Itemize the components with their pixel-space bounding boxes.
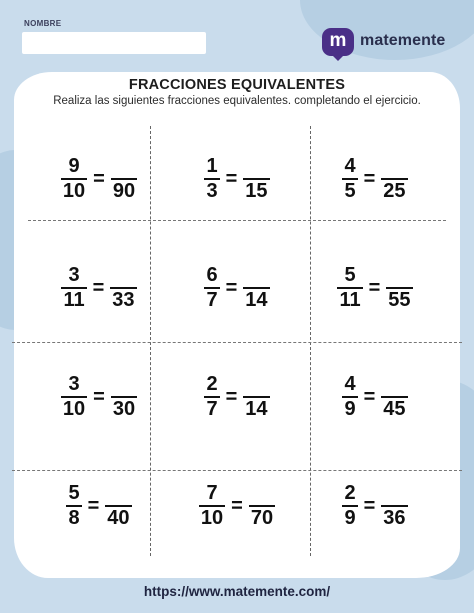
answer-blank[interactable] <box>381 156 407 178</box>
exercise-cell <box>306 124 444 233</box>
target-denominator: 30 <box>112 397 136 420</box>
target-denominator: 14 <box>245 288 268 311</box>
answer-blank[interactable] <box>243 265 269 287</box>
exercise-cell <box>168 233 306 342</box>
worksheet-instructions: Realiza las siguientes fracciones equivalentes. completando el ejercicio. <box>53 95 421 107</box>
answer-fraction <box>243 374 269 420</box>
denominator: 10 <box>62 179 86 202</box>
target-denominator: 70 <box>250 506 274 529</box>
exercise-cell <box>30 233 168 342</box>
numerator: 5 <box>344 263 356 286</box>
answer-fraction <box>105 483 131 529</box>
fraction-equation <box>204 374 269 420</box>
worksheet-title: FRACCIONES EQUIVALENTES <box>128 77 346 93</box>
numerator: 1 <box>206 154 218 177</box>
answer-fraction <box>381 483 407 529</box>
denominator: 11 <box>339 288 361 311</box>
equals-sign: = <box>363 167 376 190</box>
denominator: 5 <box>344 179 356 202</box>
given-fraction <box>61 156 87 202</box>
name-field[interactable] <box>22 32 206 54</box>
target-denominator: 90 <box>112 179 136 202</box>
equals-sign: = <box>87 494 100 517</box>
answer-fraction <box>243 265 269 311</box>
fraction-equation <box>342 374 407 420</box>
exercise-cell <box>306 451 444 560</box>
exercise-cell <box>30 342 168 451</box>
given-fraction <box>204 265 219 311</box>
given-fraction <box>204 374 219 420</box>
exercise-grid <box>30 124 444 560</box>
equals-sign: = <box>225 167 238 190</box>
denominator: 10 <box>62 397 86 420</box>
denominator: 9 <box>344 397 356 420</box>
equals-sign: = <box>93 385 105 408</box>
target-denominator: 33 <box>112 288 135 311</box>
fraction-equation <box>204 265 269 311</box>
answer-fraction <box>381 156 407 202</box>
given-fraction <box>342 374 357 420</box>
answer-blank[interactable] <box>110 265 136 287</box>
target-denominator: 45 <box>383 397 406 420</box>
fraction-equation <box>66 483 131 529</box>
answer-fraction <box>111 156 137 202</box>
answer-fraction <box>111 374 137 420</box>
fraction-equation <box>61 374 137 420</box>
equals-sign: = <box>368 276 381 299</box>
numerator: 4 <box>344 154 356 177</box>
fraction-equation <box>337 265 412 311</box>
exercise-cell <box>168 451 306 560</box>
numerator: 2 <box>206 372 218 395</box>
answer-blank[interactable] <box>249 483 275 505</box>
equals-sign: = <box>363 385 376 408</box>
exercise-cell <box>306 342 444 451</box>
answer-fraction <box>110 265 136 311</box>
answer-blank[interactable] <box>386 265 412 287</box>
fraction-equation <box>342 156 407 202</box>
exercise-cell <box>306 233 444 342</box>
equals-sign: = <box>231 494 243 517</box>
given-fraction <box>337 265 362 311</box>
given-fraction <box>66 483 81 529</box>
fraction-equation <box>342 483 407 529</box>
footer-url[interactable]: https://www.matemente.com/ <box>143 584 331 599</box>
given-fraction <box>342 483 357 529</box>
answer-blank[interactable] <box>243 374 269 396</box>
equals-sign: = <box>225 385 238 408</box>
fraction-equation <box>199 483 275 529</box>
denominator: 7 <box>206 397 218 420</box>
denominator: 9 <box>344 506 356 529</box>
target-denominator: 36 <box>383 506 406 529</box>
numerator: 9 <box>68 154 80 177</box>
answer-fraction <box>243 156 269 202</box>
equals-sign: = <box>363 494 376 517</box>
given-fraction <box>204 156 219 202</box>
numerator: 3 <box>68 372 80 395</box>
denominator: 8 <box>68 506 80 529</box>
answer-fraction <box>249 483 275 529</box>
fraction-equation <box>61 265 136 311</box>
denominator: 3 <box>206 179 218 202</box>
answer-fraction <box>386 265 412 311</box>
given-fraction <box>199 483 225 529</box>
numerator: 3 <box>68 263 80 286</box>
fraction-equation <box>204 156 269 202</box>
numerator: 6 <box>206 263 218 286</box>
target-denominator: 15 <box>245 179 268 202</box>
equals-sign: = <box>225 276 238 299</box>
numerator: 7 <box>206 481 218 504</box>
numerator: 5 <box>68 481 80 504</box>
brand-logo-icon: m <box>322 28 354 56</box>
exercise-cell <box>30 124 168 233</box>
given-fraction <box>61 265 86 311</box>
target-denominator: 55 <box>388 288 411 311</box>
answer-blank[interactable] <box>105 483 131 505</box>
answer-blank[interactable] <box>111 156 137 178</box>
denominator: 11 <box>63 288 85 311</box>
numerator: 4 <box>344 372 356 395</box>
answer-blank[interactable] <box>111 374 137 396</box>
exercise-cell <box>168 342 306 451</box>
exercise-cell <box>168 124 306 233</box>
denominator: 7 <box>206 288 218 311</box>
equals-sign: = <box>93 167 105 190</box>
equals-sign: = <box>92 276 105 299</box>
given-fraction <box>342 156 357 202</box>
target-denominator: 25 <box>383 179 406 202</box>
answer-blank[interactable] <box>381 483 407 505</box>
given-fraction <box>61 374 87 420</box>
answer-blank[interactable] <box>381 374 407 396</box>
answer-blank[interactable] <box>243 156 269 178</box>
name-label: NOMBRE <box>24 19 62 28</box>
target-denominator: 40 <box>107 506 130 529</box>
exercise-cell <box>30 451 168 560</box>
brand-name: matemente <box>360 32 446 49</box>
brand-logo <box>322 28 452 58</box>
target-denominator: 14 <box>245 397 268 420</box>
fraction-equation <box>61 156 137 202</box>
numerator: 2 <box>344 481 356 504</box>
answer-fraction <box>381 374 407 420</box>
denominator: 10 <box>200 506 224 529</box>
